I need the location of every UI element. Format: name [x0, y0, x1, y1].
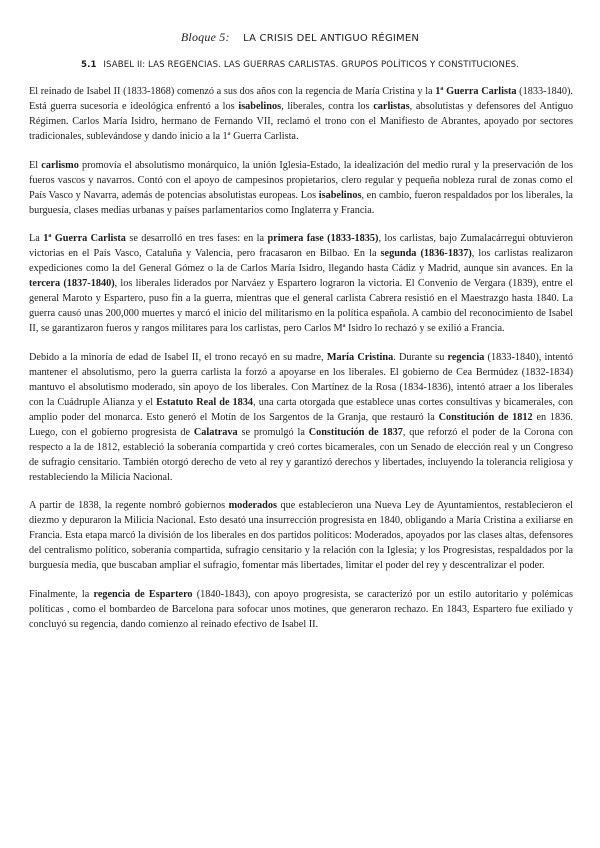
paragraph-5 — [29, 498, 573, 573]
text-run: La — [29, 233, 44, 244]
bold-term: carlismo — [41, 159, 79, 171]
text-run: promovía el absolutismo monárquico, la unión Iglesia-Estado, la idealización del medio rural y la preservación de los fueros vascos y navarros. Contó con el apoyo de campesinos propietarios, clero regular y pequeña nobleza rural de zonas como el País Vasco y Navarra, además de potencias absolutistas europeas. Los — [29, 159, 574, 201]
text-run: , absolutistas y defensores del Antiguo Régimen. Carlos María Isidro, hermano de Fernando VII, reclamó el trono con el Manifiesto de Abrantes, apoyado por sectores tradicionales, sublevándose y dando inicio a la 1ª Guerra Carlista. — [29, 101, 573, 142]
bold-term: regencia — [447, 351, 485, 363]
bold-term: segunda (1836-1837) — [380, 248, 472, 259]
text-run: que establecieron una Nueva Ley de Ayuntamientos, restablecieron el diezmo y depuraron la Milicia Nacional. Esto desató una insurrección progresista en 1840, obligando a María Cristina a exiliarse en Francia. Esta etapa marcó la división de los liberales en dos partidos políticos: Moderados, apoyados por las clases altas, defensores del centralismo político, soberanía compartida, sufragio censitario y la relación con la Iglesia; y los Progresistas, respaldados por la burguesía media, que buscaban ampliar el sufragio, fomentar más libertades, limitar el poder del rey y descentralizar el poder. — [29, 500, 574, 571]
paragraph-4 — [29, 350, 573, 485]
text-run: , los liberales liderados por Narváez y Espartero lograron la victoria. El Convenio de Vergara (1839), entre el general Maroto y Espartero, puso fin a la guerra, mientras que el general carlista Cabrera resistió en el Maestrazgo hasta 1840. La guerra causó unas 200,000 muertes y marcó el inicio del militarismo en la política española. A cambio del reconocimiento de Isabel II, se garantizaron fueros y rangos militares para los carlistas, pero Carlos Mª Isidro lo rechazó y se exilió a Francia. — [29, 278, 573, 334]
bold-term: 1ª Guerra Carlista — [43, 233, 126, 244]
bold-term: regencia de Espartero — [93, 588, 193, 600]
bold-term: isabelinos — [318, 189, 362, 201]
paragraph-2 — [29, 158, 573, 218]
paragraph-6 — [29, 587, 573, 632]
bold-term: tercera (1837-1840) — [29, 278, 115, 289]
section-heading — [0, 60, 600, 70]
bold-term: Constitución de 1837 — [308, 426, 403, 438]
text-run: (1833-1840), intentó mantener el absolutismo, pero la guerra carlista la forzó a apoyarse en los liberales. El gobierno de Cea Bermúdez (1832-1834) mantuvo el absolutismo moderado, sin apoyo de los liberales. Con Martínez de la Rosa (1834-1836), intentó atraer a los liberales con la Cuádruple Alianza y el — [29, 351, 573, 408]
bold-term: María Cristina — [326, 351, 394, 363]
text-run: se promulgó la — [237, 426, 309, 438]
bold-term: moderados — [228, 500, 277, 511]
text-run: (1833-1840). Está guerra sucesoria e ideológica enfrentó a los — [29, 86, 573, 112]
section-title: ISABEL II: LAS REGENCIAS. LAS GUERRAS CARLISTAS. GRUPOS POLÍTICOS Y CONSTITUCIONES. — [103, 60, 519, 70]
document-body — [29, 84, 573, 645]
bold-term: primera fase (1833-1835) — [267, 233, 379, 244]
text-run: (1840-1843), con apoyo progresista, se caracterizó por un estilo autoritario y polémicas políticas , como el bombardeo de Barcelona para sofocar unos motines, que generaron rechazo. En 1843, Espartero fue exiliado y concluyó su regencia, dando comienzo al reinado efectivo de Isabel II. — [29, 588, 573, 630]
text-run: , liberales, contra los — [281, 101, 374, 112]
section-number: 5.1 — [81, 60, 97, 70]
bold-term: carlistas — [373, 101, 410, 112]
bold-term: Constitución de 1812 — [438, 411, 533, 423]
text-run: se desarrolló en tres fases: en la — [125, 233, 268, 244]
text-run: , los carlistas realizaron expediciones como la del General Gómez o la de Carlos María Isidro, llegando hasta Cádiz y Madrid, aunque sin avances. En la — [29, 248, 573, 274]
document-header — [0, 30, 600, 45]
text-run: , los carlistas, bajo Zumalacárregui obtuvieron victorias en el País Vasco, Cataluña y Valencia, pero fracasaron en Bilbao. En la — [29, 233, 573, 259]
bold-term: 1ª Guerra Carlista — [435, 86, 517, 97]
text-run: A partir de 1838, la regente nombró gobiernos — [29, 500, 229, 511]
text-run: El — [29, 159, 42, 171]
text-run: , una carta otorgada que establece unas cortes consultivas y bicamerales, con amplio poder del monarca. Esto generó el Motín de los Sargentos de la Granja, que restauró la — [29, 396, 573, 423]
text-run: , en cambio, fueron respaldados por los liberales, la burguesía, clases medias urbanas y países parlamentarios como Inglaterra y Francia. — [29, 189, 573, 216]
text-run: El reinado de Isabel II (1833-1868) comenzó a sus dos años con la regencia de María Cristina y la — [29, 86, 436, 97]
text-run: . Durante su — [393, 351, 448, 363]
text-run: Finalmente, la — [29, 588, 94, 600]
text-run: Debido a la minoría de edad de Isabel II, el trono recayó en su madre, — [29, 351, 327, 363]
bold-term: Estatuto Real de 1834 — [156, 396, 254, 408]
bloque-label: Bloque 5: — [180, 30, 230, 44]
text-run: en 1836. Luego, con el gobierno progresista de — [29, 411, 573, 438]
paragraph-3 — [29, 231, 573, 336]
bold-term: Calatrava — [193, 426, 238, 438]
bloque-title: LA CRISIS DEL ANTIGUO RÉGIMEN — [243, 33, 420, 44]
paragraph-1 — [29, 84, 573, 144]
text-run: , que reforzó el poder de la Corona con respecto a la de 1812, estableció la soberanía compartida y creó cortes bicamerales, con un Senado de elección real y un Congreso de sufragio censitario. También otorgó derecho de veto al rey y garantizó derechos y libertades, incluyendo la tolerancia religiosa y restableciendo la Milicia Nacional. — [29, 426, 573, 483]
bold-term: isabelinos — [238, 101, 282, 112]
